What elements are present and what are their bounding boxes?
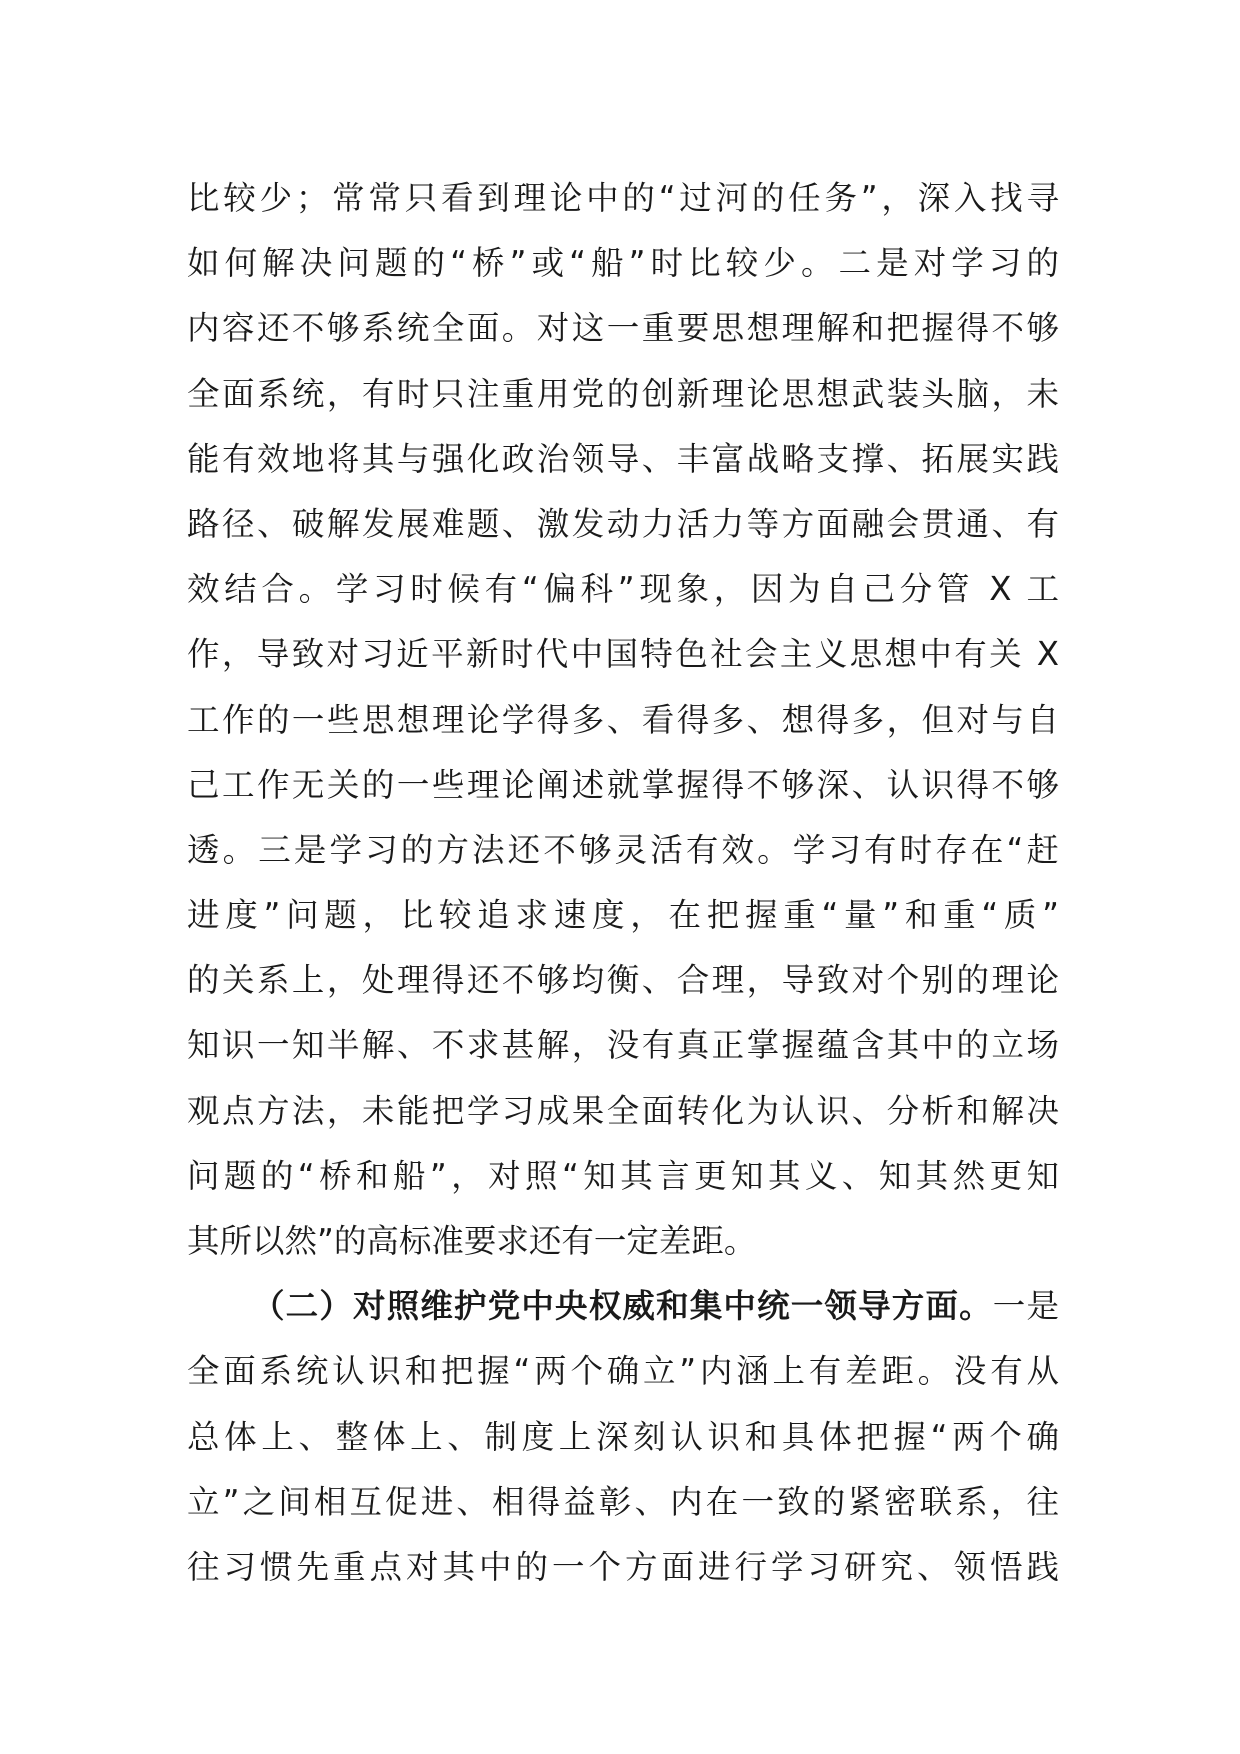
text-line: 立”之间相互促进、相得益彰、内在一致的紧密联系，往	[187, 1482, 1059, 1521]
text-line: 作，导致对习近平新时代中国特色社会主义思想中有关 X	[187, 635, 1059, 674]
text-line: 能有效地将其与强化政治领导、丰富战略支撑、拓展实践	[187, 439, 1059, 478]
text-line: 的关系上，处理得还不够均衡、合理，导致对个别的理论	[187, 961, 1059, 1000]
text-line: 总体上、整体上、制度上深刻认识和具体把握“两个确	[187, 1417, 1059, 1456]
text-line: 比较少；常常只看到理论中的“过河的任务”，深入找寻	[187, 179, 1059, 217]
section-heading-line	[187, 1274, 1059, 1339]
text-line: 全面系统，有时只注重用党的创新理论思想武装头脑，未	[187, 374, 1059, 413]
document-body	[187, 166, 1059, 1600]
text-line: 其所以然”的高标准要求还有一定差距。	[187, 1222, 757, 1260]
text-line: 全面系统认识和把握“两个确立”内涵上有差距。没有从	[187, 1352, 1059, 1391]
text-line: 内容还不够系统全面。对这一重要思想理解和把握得不够	[187, 309, 1059, 348]
text-line: 工作的一些思想理论学得多、看得多、想得多，但对与自	[187, 700, 1059, 739]
text-line: 往习惯先重点对其中的一个方面进行学习研究、领悟践	[187, 1547, 1059, 1586]
text-line: 己工作无关的一些理论阐述就掌握得不够深、认识得不够	[187, 765, 1059, 804]
text-line: 路径、破解发展难题、激发动力活力等方面融会贯通、有	[187, 504, 1059, 543]
text-line: 问题的“桥和船”，对照“知其言更知其义、知其然更知	[187, 1156, 1059, 1195]
text-line: 知识一知半解、不求甚解，没有真正掌握蕴含其中的立场	[187, 1026, 1059, 1065]
text-line: 观点方法，未能把学习成果全面转化为认识、分析和解决	[187, 1091, 1059, 1130]
text-line: 如何解决问题的“桥”或“船”时比较少。二是对学习的	[187, 244, 1059, 283]
text-line: 进度”问题，比较追求速度，在把握重“量”和重“质”	[187, 896, 1059, 935]
section-heading-continuation: 一是	[992, 1287, 1059, 1326]
text-line: 透。三是学习的方法还不够灵活有效。学习有时存在“赶	[187, 830, 1059, 869]
section-heading: （二）对照维护党中央权威和集中统一领导方面。	[252, 1287, 993, 1326]
text-line: 效结合。学习时候有“偏科”现象，因为自己分管 X 工	[187, 570, 1059, 609]
